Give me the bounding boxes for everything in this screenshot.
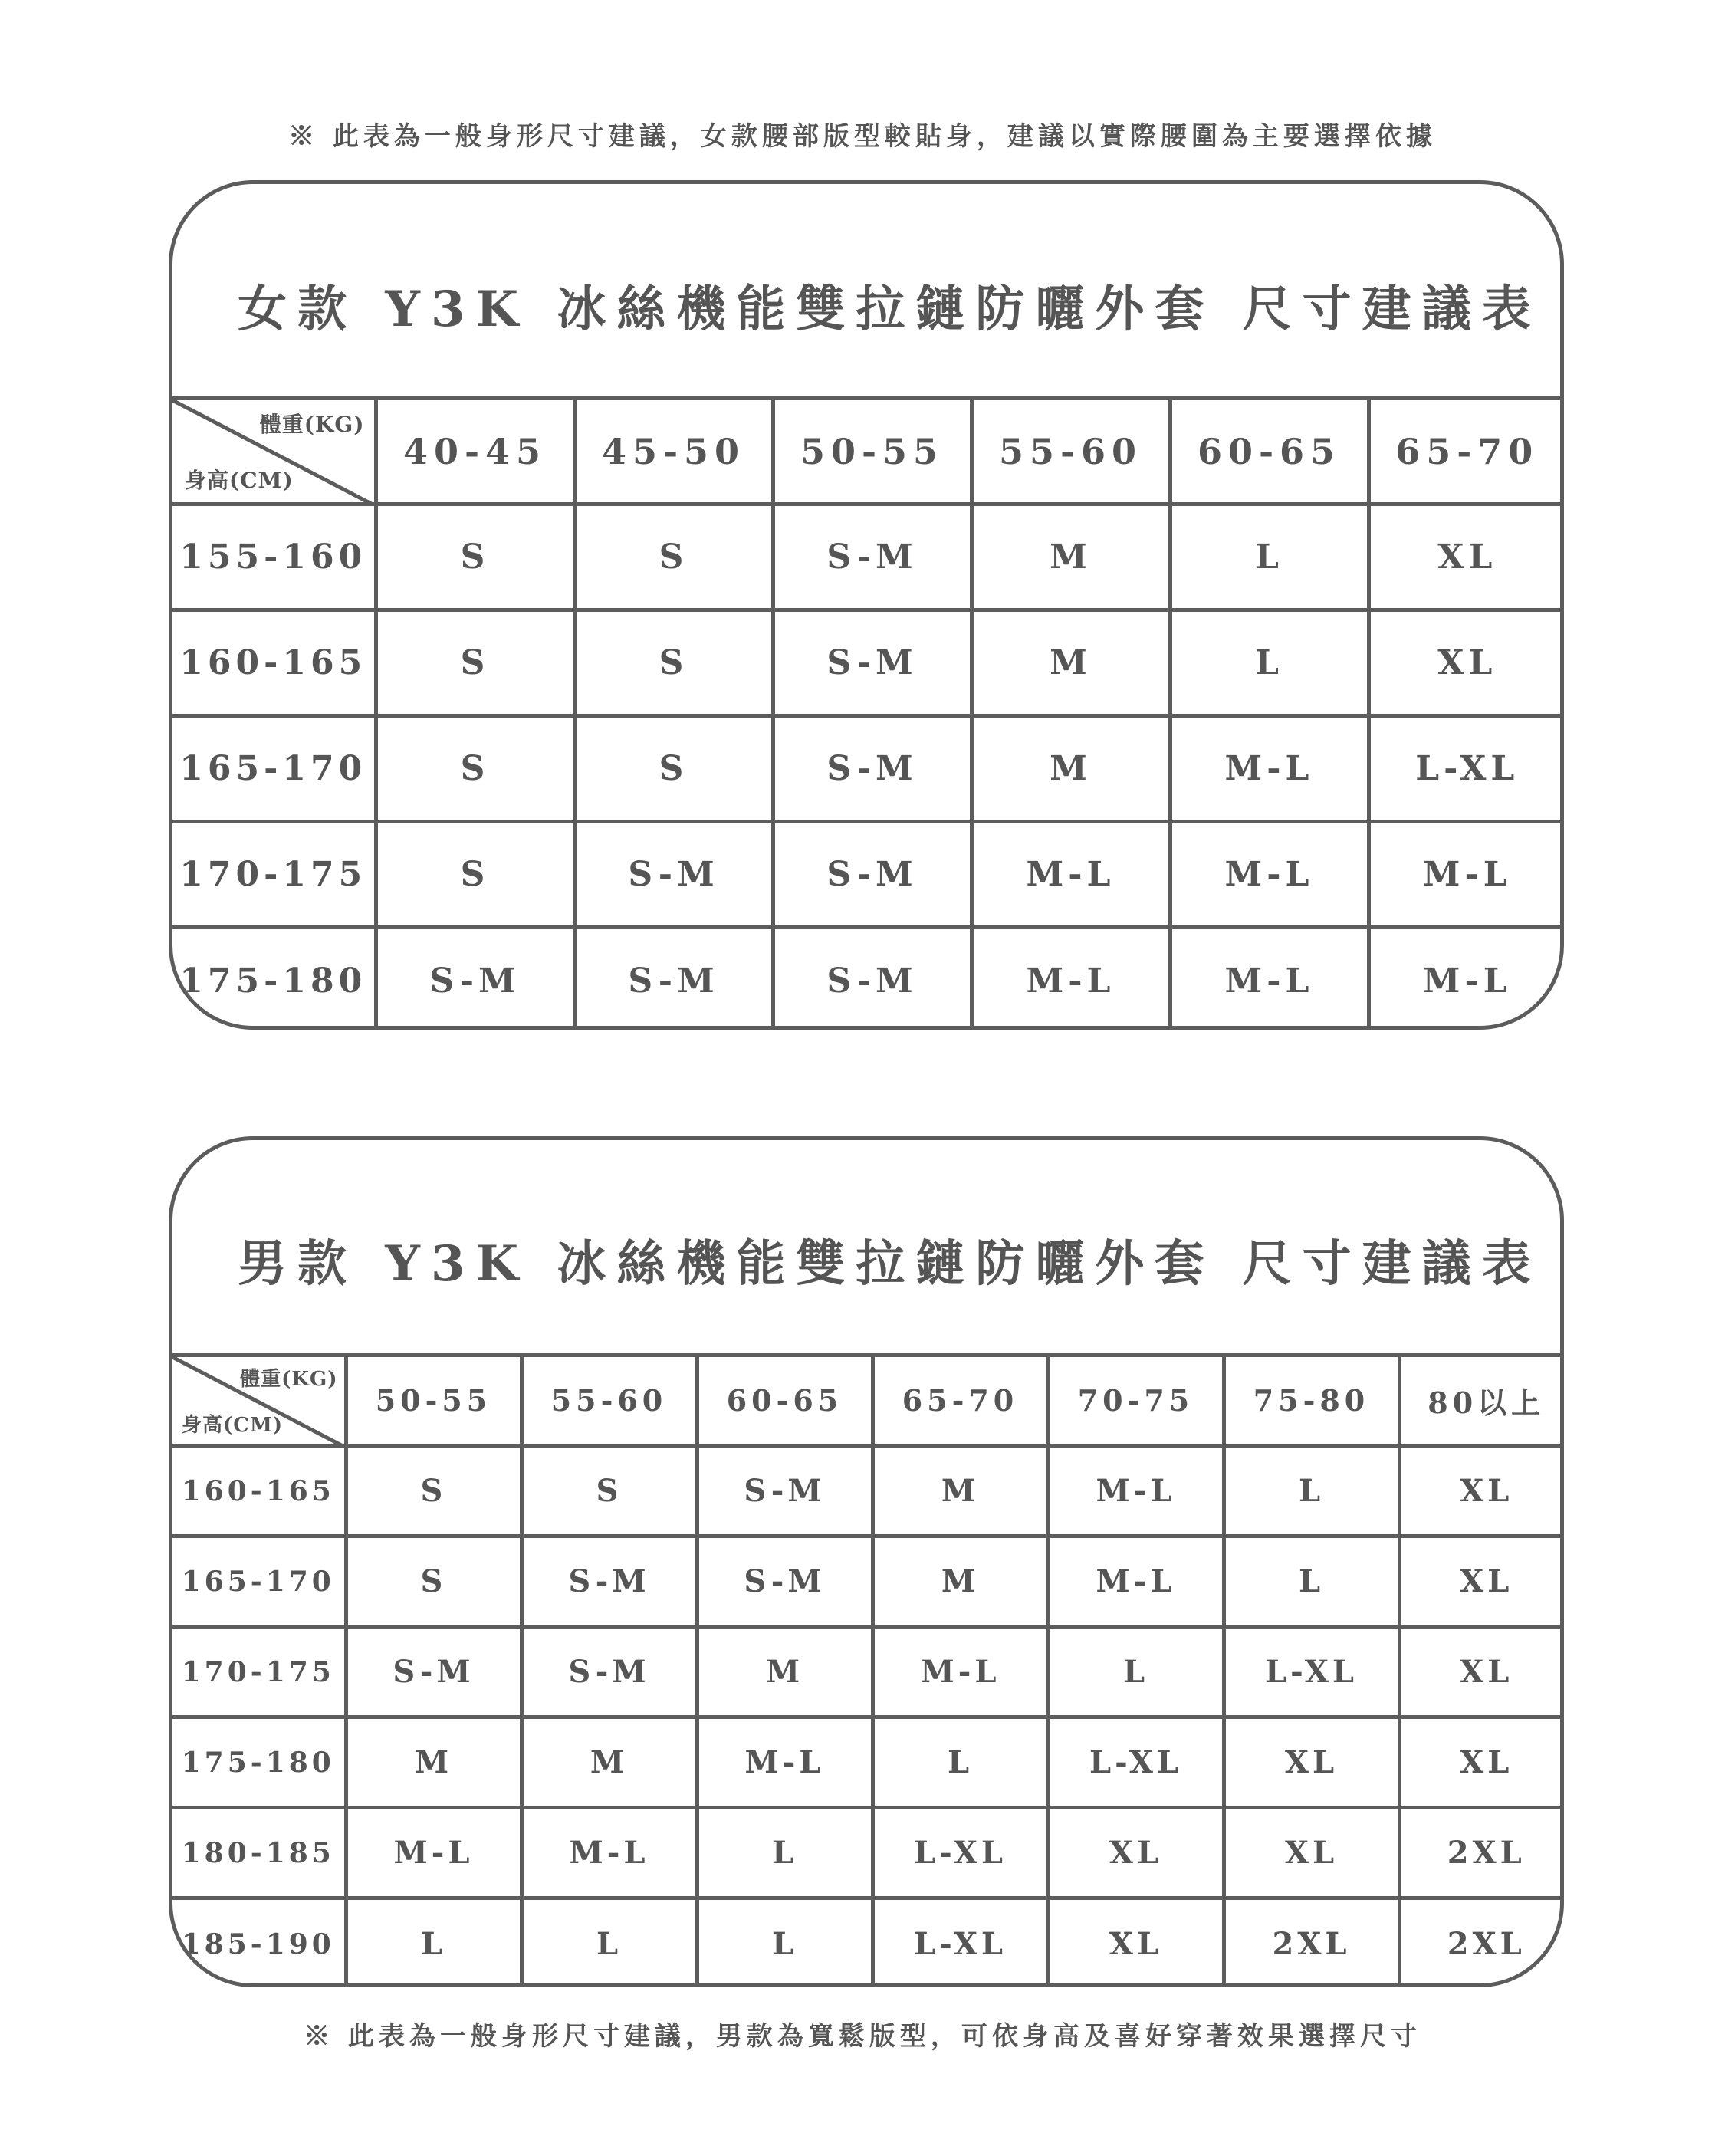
size-cell: S bbox=[376, 716, 574, 822]
men-size-table bbox=[172, 1353, 1564, 1987]
size-cell: M-L bbox=[697, 1717, 872, 1808]
size-cell: XL bbox=[1368, 610, 1564, 716]
size-cell: XL bbox=[1224, 1808, 1399, 1898]
size-cell: XL bbox=[1399, 1627, 1564, 1717]
size-cell: L bbox=[1224, 1446, 1399, 1536]
height-row-header: 175-180 bbox=[172, 928, 376, 1030]
size-cell: M bbox=[346, 1717, 521, 1808]
height-row-header: 160-165 bbox=[172, 1446, 346, 1536]
size-cell: XL bbox=[1048, 1898, 1224, 1988]
table-row bbox=[172, 716, 1564, 822]
height-row-header: 160-165 bbox=[172, 610, 376, 716]
size-cell: M-L bbox=[1048, 1446, 1224, 1536]
table-row bbox=[172, 928, 1564, 1030]
table-row bbox=[172, 504, 1564, 610]
size-cell: S-M bbox=[521, 1627, 697, 1717]
size-cell: L-XL bbox=[872, 1808, 1048, 1898]
size-cell: L bbox=[1048, 1627, 1224, 1717]
size-cell: M bbox=[872, 1536, 1048, 1627]
size-cell: S bbox=[574, 716, 773, 822]
table-row bbox=[172, 1717, 1564, 1808]
size-cell: XL bbox=[1399, 1536, 1564, 1627]
size-cell: L bbox=[346, 1898, 521, 1988]
height-row-header: 175-180 bbox=[172, 1717, 346, 1808]
women-weight-header-row bbox=[172, 399, 1564, 504]
table-row bbox=[172, 1898, 1564, 1988]
size-cell: L bbox=[1170, 504, 1368, 610]
height-row-header: 155-160 bbox=[172, 504, 376, 610]
size-cell: S-M bbox=[574, 928, 773, 1030]
size-cell: XL bbox=[1399, 1717, 1564, 1808]
weight-header-cell: 50-55 bbox=[346, 1356, 521, 1446]
size-cell: S bbox=[574, 610, 773, 716]
weight-header-cell: 55-60 bbox=[971, 399, 1170, 504]
women-size-table bbox=[172, 396, 1564, 1030]
top-note: ※ 此表為一般身形尺寸建議，女款腰部版型較貼身，建議以實際腰圍為主要選擇依據 bbox=[288, 121, 1437, 152]
size-cell: L bbox=[1224, 1536, 1399, 1627]
size-cell: L-XL bbox=[872, 1898, 1048, 1988]
size-cell: S-M bbox=[521, 1536, 697, 1627]
women-corner-header bbox=[172, 399, 376, 504]
height-row-header: 170-175 bbox=[172, 1627, 346, 1717]
weight-header-cell: 60-65 bbox=[697, 1356, 872, 1446]
table-row bbox=[172, 610, 1564, 716]
height-row-header: 165-170 bbox=[172, 716, 376, 822]
size-cell: L bbox=[521, 1898, 697, 1988]
weight-axis-label: 體重(KG) bbox=[259, 412, 365, 437]
size-cell: M-L bbox=[1170, 716, 1368, 822]
size-cell: S bbox=[376, 822, 574, 928]
height-axis-label: 身高(CM) bbox=[182, 1414, 284, 1437]
size-cell: L bbox=[872, 1717, 1048, 1808]
size-cell: L-XL bbox=[1368, 716, 1564, 822]
size-cell: L-XL bbox=[1224, 1627, 1399, 1717]
height-row-header: 165-170 bbox=[172, 1536, 346, 1627]
table-row bbox=[172, 1446, 1564, 1536]
weight-header-cell: 55-60 bbox=[521, 1356, 697, 1446]
weight-axis-label: 體重(KG) bbox=[240, 1368, 338, 1391]
weight-header-cell: 65-70 bbox=[872, 1356, 1048, 1446]
size-cell: S bbox=[574, 504, 773, 610]
size-cell: S-M bbox=[773, 610, 971, 716]
weight-header-cell: 75-80 bbox=[1224, 1356, 1399, 1446]
size-cell: M bbox=[971, 716, 1170, 822]
size-cell: L bbox=[697, 1898, 872, 1988]
size-cell: L bbox=[1170, 610, 1368, 716]
size-cell: XL bbox=[1048, 1808, 1224, 1898]
size-cell: M-L bbox=[1048, 1536, 1224, 1627]
men-size-chart-card bbox=[169, 1136, 1564, 1987]
size-cell: S-M bbox=[773, 928, 971, 1030]
table-row bbox=[172, 1627, 1564, 1717]
size-cell: S-M bbox=[697, 1536, 872, 1627]
size-cell: M-L bbox=[1368, 822, 1564, 928]
size-cell: S bbox=[376, 610, 574, 716]
size-cell: S bbox=[346, 1446, 521, 1536]
size-cell: M bbox=[697, 1627, 872, 1717]
size-cell: M bbox=[872, 1446, 1048, 1536]
size-cell: M-L bbox=[971, 928, 1170, 1030]
weight-header-cell: 40-45 bbox=[376, 399, 574, 504]
size-cell: 2XL bbox=[1224, 1898, 1399, 1988]
size-cell: S-M bbox=[376, 928, 574, 1030]
size-cell: S bbox=[376, 504, 574, 610]
size-cell: S-M bbox=[346, 1627, 521, 1717]
size-cell: S-M bbox=[697, 1446, 872, 1536]
size-cell: M bbox=[521, 1717, 697, 1808]
weight-header-cell: 70-75 bbox=[1048, 1356, 1224, 1446]
men-weight-header-row bbox=[172, 1356, 1564, 1446]
women-size-chart-card bbox=[169, 180, 1564, 1030]
size-cell: S-M bbox=[773, 716, 971, 822]
table-row bbox=[172, 1536, 1564, 1627]
size-cell: M-L bbox=[1368, 928, 1564, 1030]
weight-header-cell: 50-55 bbox=[773, 399, 971, 504]
table-row bbox=[172, 822, 1564, 928]
size-cell: M-L bbox=[1170, 822, 1368, 928]
weight-header-cell: 80以上 bbox=[1399, 1356, 1564, 1446]
size-cell: XL bbox=[1399, 1446, 1564, 1536]
size-cell: S bbox=[346, 1536, 521, 1627]
size-cell: M bbox=[971, 610, 1170, 716]
size-cell: 2XL bbox=[1399, 1898, 1564, 1988]
size-cell: M-L bbox=[521, 1808, 697, 1898]
women-chart-title: 女款 Y3K 冰絲機能雙拉鏈防曬外套 尺寸建議表 bbox=[238, 281, 1542, 338]
size-cell: S bbox=[521, 1446, 697, 1536]
bottom-note: ※ 此表為一般身形尺寸建議，男款為寬鬆版型，可依身高及喜好穿著效果選擇尺寸 bbox=[304, 2021, 1421, 2052]
size-cell: M-L bbox=[872, 1627, 1048, 1717]
size-cell: L bbox=[697, 1808, 872, 1898]
weight-header-cell: 65-70 bbox=[1368, 399, 1564, 504]
height-axis-label: 身高(CM) bbox=[185, 468, 294, 493]
size-cell: L-XL bbox=[1048, 1717, 1224, 1808]
size-cell: 2XL bbox=[1399, 1808, 1564, 1898]
size-cell: S-M bbox=[574, 822, 773, 928]
weight-header-cell: 60-65 bbox=[1170, 399, 1368, 504]
height-row-header: 180-185 bbox=[172, 1808, 346, 1898]
weight-header-cell: 45-50 bbox=[574, 399, 773, 504]
size-cell: S-M bbox=[773, 504, 971, 610]
table-row bbox=[172, 1808, 1564, 1898]
men-chart-title: 男款 Y3K 冰絲機能雙拉鏈防曬外套 尺寸建議表 bbox=[238, 1235, 1542, 1293]
height-row-header: 185-190 bbox=[172, 1898, 346, 1988]
men-corner-header bbox=[172, 1356, 346, 1446]
size-cell: XL bbox=[1224, 1717, 1399, 1808]
size-cell: M-L bbox=[971, 822, 1170, 928]
size-cell: M bbox=[971, 504, 1170, 610]
size-cell: XL bbox=[1368, 504, 1564, 610]
height-row-header: 170-175 bbox=[172, 822, 376, 928]
size-cell: S-M bbox=[773, 822, 971, 928]
size-cell: M-L bbox=[346, 1808, 521, 1898]
size-cell: M-L bbox=[1170, 928, 1368, 1030]
